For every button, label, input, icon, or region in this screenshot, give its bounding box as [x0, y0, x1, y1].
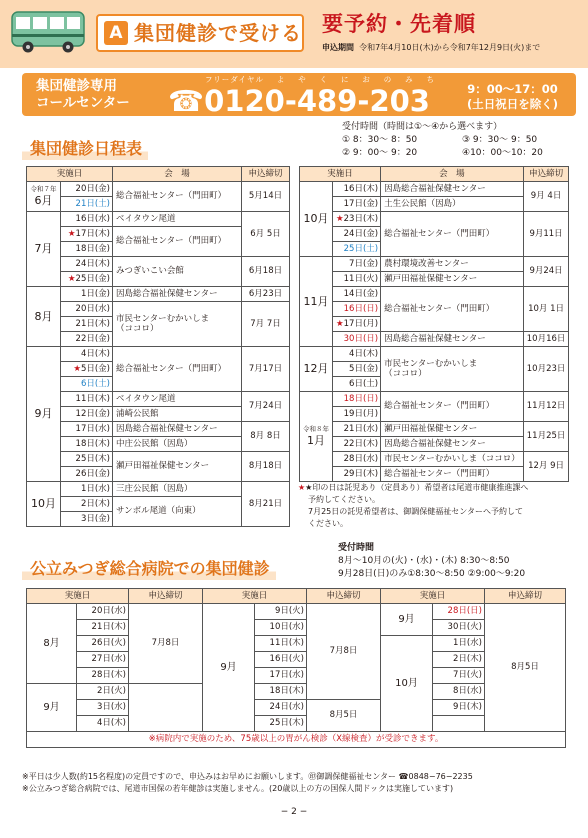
h-month-sep2: 9月 — [381, 604, 433, 636]
date-cell: ★17日(木) — [61, 227, 113, 242]
date-cell: 2日(木) — [61, 497, 113, 512]
call-center-name-line2: コールセンター — [36, 95, 130, 111]
table-cell: 25日(木) — [255, 716, 307, 732]
date-cell: 4日(木) — [61, 347, 113, 362]
table-cell: 1日(水) — [433, 636, 485, 652]
table-row — [27, 347, 290, 362]
date-cell: 21日(水) — [333, 422, 381, 437]
venue-cell: 総合福祉センター（門田町） — [381, 212, 524, 257]
venue-cell: 因島総合福祉保健センター — [381, 332, 524, 347]
h-deadline-sep1: 7月8日 — [307, 604, 381, 700]
th-date: 実施日 — [300, 167, 381, 182]
period-label: 申込期間 — [322, 43, 354, 52]
bus-icon — [10, 8, 88, 54]
table-row — [27, 392, 290, 407]
table-cell: 30日(火) — [433, 620, 485, 636]
deadline-cell: 5月14日 — [242, 182, 290, 212]
date-cell: 20日(金) — [61, 182, 113, 197]
ruby-0: フリーダイヤル — [205, 75, 264, 84]
slot-3: ③ 9：30～ 9：50 — [462, 135, 538, 145]
option-a-badge — [96, 14, 304, 52]
venue-cell: 総合福祉センター（門田町） — [381, 287, 524, 332]
date-cell: ★25日(金) — [61, 272, 113, 287]
date-cell: 6日(土) — [61, 377, 113, 392]
footer-notes — [22, 771, 473, 795]
ruby-4: に — [340, 75, 350, 84]
h-month-sep0: 9月 — [27, 684, 77, 732]
venue-cell: 浦崎公民館 — [113, 407, 242, 422]
table-row — [300, 347, 569, 362]
table-row — [27, 482, 290, 497]
table-row — [300, 212, 569, 227]
period-text: 令和7年4月10日(木)から令和7年12月9日(火)まで — [359, 43, 541, 52]
h-month-oct: 10月 — [381, 636, 433, 732]
venue-cell: 因島総合福祉保健センター — [381, 437, 524, 452]
reception-times — [342, 121, 582, 160]
table-cell: 2日(火) — [77, 684, 129, 700]
venue-cell: 総合福祉センター（門田町） — [381, 467, 524, 482]
date-cell: 25日(土) — [333, 242, 381, 257]
month-cell: 11月 — [300, 257, 333, 347]
h-deadline-sep2: 8月5日 — [307, 700, 381, 732]
table-row — [27, 182, 290, 197]
deadline-cell: 10月16日 — [523, 332, 569, 347]
date-cell: 24日(金) — [333, 227, 381, 242]
month-cell: 令和７年 6月 — [27, 182, 61, 212]
h3-deadline-2: 申込締切 — [307, 589, 381, 604]
date-cell: 18日(金) — [61, 242, 113, 257]
table-row — [300, 287, 569, 302]
date-cell: 18日(日) — [333, 392, 381, 407]
th-deadline: 申込締切 — [242, 167, 290, 182]
month-cell: 12月 — [300, 347, 333, 392]
th-deadline: 申込締切 — [523, 167, 569, 182]
table-cell: 3日(水) — [77, 700, 129, 716]
reception-title: 受付時間（時間は①～④から選べます） — [342, 122, 503, 132]
date-cell: 21日(土) — [61, 197, 113, 212]
date-cell: ★17日(月) — [333, 317, 381, 332]
date-cell: 22日(金) — [61, 332, 113, 347]
venue-cell: 因島総合福祉保健センター — [113, 287, 242, 302]
date-cell: 20日(水) — [61, 302, 113, 317]
date-cell: ★5日(金) — [61, 362, 113, 377]
date-cell: 16日(日) — [333, 302, 381, 317]
date-cell: 21日(木) — [61, 317, 113, 332]
th-venue: 会 場 — [113, 167, 242, 182]
note-4: ください。 — [308, 519, 348, 528]
month-cell: 10月 — [27, 482, 61, 527]
deadline-cell: 8月21日 — [242, 482, 290, 527]
table-cell: 2日(木) — [433, 652, 485, 668]
h-deadline-oct: 8月5日 — [485, 604, 566, 732]
table-cell: 21日(木) — [77, 620, 129, 636]
page-number: − 2 − — [280, 807, 308, 817]
headline: 要予約・先着順 — [322, 12, 476, 36]
venue-cell: 中庄公民館（因島） — [113, 437, 242, 452]
date-cell: 26日(金) — [61, 467, 113, 482]
phone-ruby — [205, 75, 435, 84]
h-month-aug: 8月 — [27, 604, 77, 684]
table-row — [300, 257, 569, 272]
table-cell: 10日(水) — [255, 620, 307, 636]
deadline-cell: 6月 5日 — [242, 212, 290, 257]
deadline-cell: 9月24日 — [523, 257, 569, 287]
hospital-reception-2: 9月28日(日)のみ①8:30～8:50 ②9:00～9:20 — [338, 569, 526, 579]
date-cell: 17日(金) — [333, 197, 381, 212]
venue-cell: 瀬戸田福祉保健センター — [381, 272, 524, 287]
deadline-cell: 10月23日 — [523, 347, 569, 392]
date-cell: 5日(金) — [333, 362, 381, 377]
venue-cell: 総合福祉センター（門田町） — [113, 347, 242, 392]
date-cell: 28日(水) — [333, 452, 381, 467]
h3-deadline-3: 申込締切 — [485, 589, 566, 604]
date-cell: 7日(金) — [333, 257, 381, 272]
venue-cell: ベイタウン尾道 — [113, 212, 242, 227]
th-venue: 会 場 — [381, 167, 524, 182]
h3-deadline-1: 申込締切 — [129, 589, 203, 604]
venue-cell: サンボル尾道（向東） — [113, 497, 242, 527]
table-cell: 7日(火) — [433, 668, 485, 684]
month-cell: 令和８年 1月 — [300, 392, 333, 482]
table-cell: 28日(木) — [77, 668, 129, 684]
deadline-cell: 11月12日 — [523, 392, 569, 422]
note-star2: 予約してください。 — [308, 495, 380, 504]
h3-date-3: 実施日 — [381, 589, 485, 604]
venue-cell: 因島総合福祉保健センター — [381, 182, 524, 197]
table-cell: 9日(木) — [433, 700, 485, 716]
slot-1: ① 8：30～ 8：50 — [342, 135, 418, 145]
slot-4: ④10：00～10：20 — [462, 148, 543, 158]
h-deadline-aug: 7月8日 — [129, 604, 203, 684]
ruby-7: み — [405, 75, 414, 84]
deadline-cell: 8月 8日 — [242, 422, 290, 452]
date-cell: 18日(木) — [61, 437, 113, 452]
date-cell: 22日(木) — [333, 437, 381, 452]
deadline-cell: 11月25日 — [523, 422, 569, 452]
schedule-title: 集団健診日程表 — [22, 139, 148, 160]
date-cell: 14日(金) — [333, 287, 381, 302]
deadline-cell: 9月 4日 — [523, 182, 569, 212]
childcare-note: ★★印の日は託児あり（定員あり）希望者は尾道市健康推進課へ 予約してください。 7月25日の託児希望者は、御調保健福祉センターへ予約して ください。 — [298, 482, 566, 530]
date-cell: 11日(木) — [61, 392, 113, 407]
date-cell: 1日(金) — [61, 287, 113, 302]
th-date: 実施日 — [27, 167, 113, 182]
deadline-cell: 7月 7日 — [242, 302, 290, 347]
schedule-table-right — [299, 166, 569, 482]
month-cell: 8月 — [27, 287, 61, 347]
table-row — [300, 332, 569, 347]
venue-cell: 市民センターむかいしま （ココロ） — [113, 302, 242, 347]
table-cell: 9日(火) — [255, 604, 307, 620]
call-center-name — [36, 78, 130, 112]
ruby-5: お — [362, 75, 371, 84]
deadline-cell: 9月11日 — [523, 212, 569, 257]
application-period — [322, 43, 540, 53]
table-cell: 11日(木) — [255, 636, 307, 652]
deadline-cell: 7月24日 — [242, 392, 290, 422]
hospital-note: ※病院内で実施のため、75歳以上の胃がん検診（X線検査）が受診できます。 — [27, 732, 566, 748]
h3-date-2: 実施日 — [203, 589, 307, 604]
month-cell: 9月 — [27, 347, 61, 482]
slot-2: ② 9：00～ 9：20 — [342, 148, 418, 158]
hours-time: 9：00～17：00 — [467, 82, 558, 96]
hospital-title: 公立みつぎ総合病院での集団健診 — [22, 559, 276, 580]
date-cell: 17日(水) — [61, 422, 113, 437]
table-row — [300, 392, 569, 407]
date-cell: 16日(木) — [333, 182, 381, 197]
table-cell: 17日(水) — [255, 668, 307, 684]
table-row — [300, 422, 569, 437]
table-row — [27, 422, 290, 437]
venue-cell: みつぎいこい会館 — [113, 257, 242, 287]
deadline-cell: 6月18日 — [242, 257, 290, 287]
note-star: ★印の日は託児あり（定員あり）希望者は尾道市健康推進課へ — [305, 483, 529, 492]
venue-cell: 総合福祉センター（門田町） — [381, 392, 524, 422]
date-cell: 11日(火) — [333, 272, 381, 287]
deadline-cell: 8月18日 — [242, 452, 290, 482]
table-row — [27, 212, 290, 227]
venue-cell: 市民センターむかいしま（ココロ） — [381, 452, 524, 467]
h3-date-1: 実施日 — [27, 589, 129, 604]
table-row — [27, 257, 290, 272]
venue-cell: 農村環境改善センター — [381, 257, 524, 272]
table-row — [27, 302, 290, 317]
table-cell: 28日(日) — [433, 604, 485, 620]
date-cell: 1日(水) — [61, 482, 113, 497]
date-cell: 16日(水) — [61, 212, 113, 227]
table-cell: 20日(水) — [77, 604, 129, 620]
deadline-cell: 10月 1日 — [523, 287, 569, 332]
ruby-6: の — [383, 75, 393, 84]
ruby-3: く — [319, 75, 329, 84]
table-cell: 24日(水) — [255, 700, 307, 716]
venue-cell: 総合福祉センター（門田町） — [113, 227, 242, 257]
badge-text: 集団健診で受ける — [134, 21, 302, 45]
table-cell: 4日(木) — [77, 716, 129, 732]
table-row — [27, 452, 290, 467]
footer-line1: ※平日は少人数(約15名程度)の定員ですので、申込みはお早めにお願いします。㊞御調保健福祉センター ☎0848−76−2235 — [22, 772, 473, 781]
deadline-cell: 7月17日 — [242, 347, 290, 392]
table-row — [27, 287, 290, 302]
date-cell: 29日(木) — [333, 467, 381, 482]
ruby-8: ち — [426, 75, 435, 84]
date-cell: 25日(木) — [61, 452, 113, 467]
venue-cell: 市民センターむかいしま （ココロ） — [381, 347, 524, 392]
hospital-reception-1: 8月～10月の(火)・(水)・(木) 8:30～8:50 — [338, 556, 510, 566]
venue-cell: 土生公民館（因島） — [381, 197, 524, 212]
date-cell: 6日(土) — [333, 377, 381, 392]
date-cell: 3日(金) — [61, 512, 113, 527]
venue-cell: 因島総合福祉保健センター — [113, 422, 242, 437]
table-row — [300, 452, 569, 467]
date-cell: 30日(日) — [333, 332, 381, 347]
hospital-reception — [338, 542, 525, 581]
venue-cell: ベイタウン尾道 — [113, 392, 242, 407]
phone-number[interactable]: ☎0120-489-203 — [168, 84, 430, 118]
ruby-1: よ — [276, 75, 286, 84]
table-cell: 27日(水) — [77, 652, 129, 668]
hours-note: (土日祝日を除く) — [466, 97, 558, 111]
footer-line2: ※公立みつぎ総合病院では、尾道市国保の若年健診は実施しません。(20歳以上の方の国保人間ドックは実施しています) — [22, 784, 454, 793]
venue-cell: 瀬戸田福祉保健センター — [113, 452, 242, 482]
note-3: 7月25日の託児希望者は、御調保健福祉センターへ予約して — [308, 507, 523, 516]
date-cell: 12日(金) — [61, 407, 113, 422]
badge-letter: A — [104, 21, 128, 45]
hospital-reception-title: 受付時間 — [338, 543, 375, 553]
table-cell — [433, 716, 485, 732]
table-cell: 8日(水) — [433, 684, 485, 700]
hospital-table — [26, 588, 566, 748]
table-row — [300, 182, 569, 197]
month-cell: 7月 — [27, 212, 61, 287]
date-cell: 4日(木) — [333, 347, 381, 362]
date-cell: 24日(木) — [61, 257, 113, 272]
venue-cell: 総合福祉センター（門田町） — [113, 182, 242, 212]
table-cell: 16日(火) — [255, 652, 307, 668]
table-cell: 18日(木) — [255, 684, 307, 700]
venue-cell: 三庄公民館（因島） — [113, 482, 242, 497]
call-center-hours — [455, 82, 570, 112]
deadline-cell: 6月23日 — [242, 287, 290, 302]
table-cell — [129, 684, 203, 732]
table-cell: 26日(火) — [77, 636, 129, 652]
date-cell: 19日(月) — [333, 407, 381, 422]
date-cell: ★23日(木) — [333, 212, 381, 227]
venue-cell: 瀬戸田福祉保健センター — [381, 422, 524, 437]
call-center-name-line1: 集団健診専用 — [36, 78, 117, 94]
ruby-2: や — [298, 75, 307, 84]
deadline-cell: 12月 9日 — [523, 452, 569, 482]
schedule-table-left — [26, 166, 290, 527]
h-month-sep: 9月 — [203, 604, 255, 732]
month-cell: 10月 — [300, 182, 333, 257]
